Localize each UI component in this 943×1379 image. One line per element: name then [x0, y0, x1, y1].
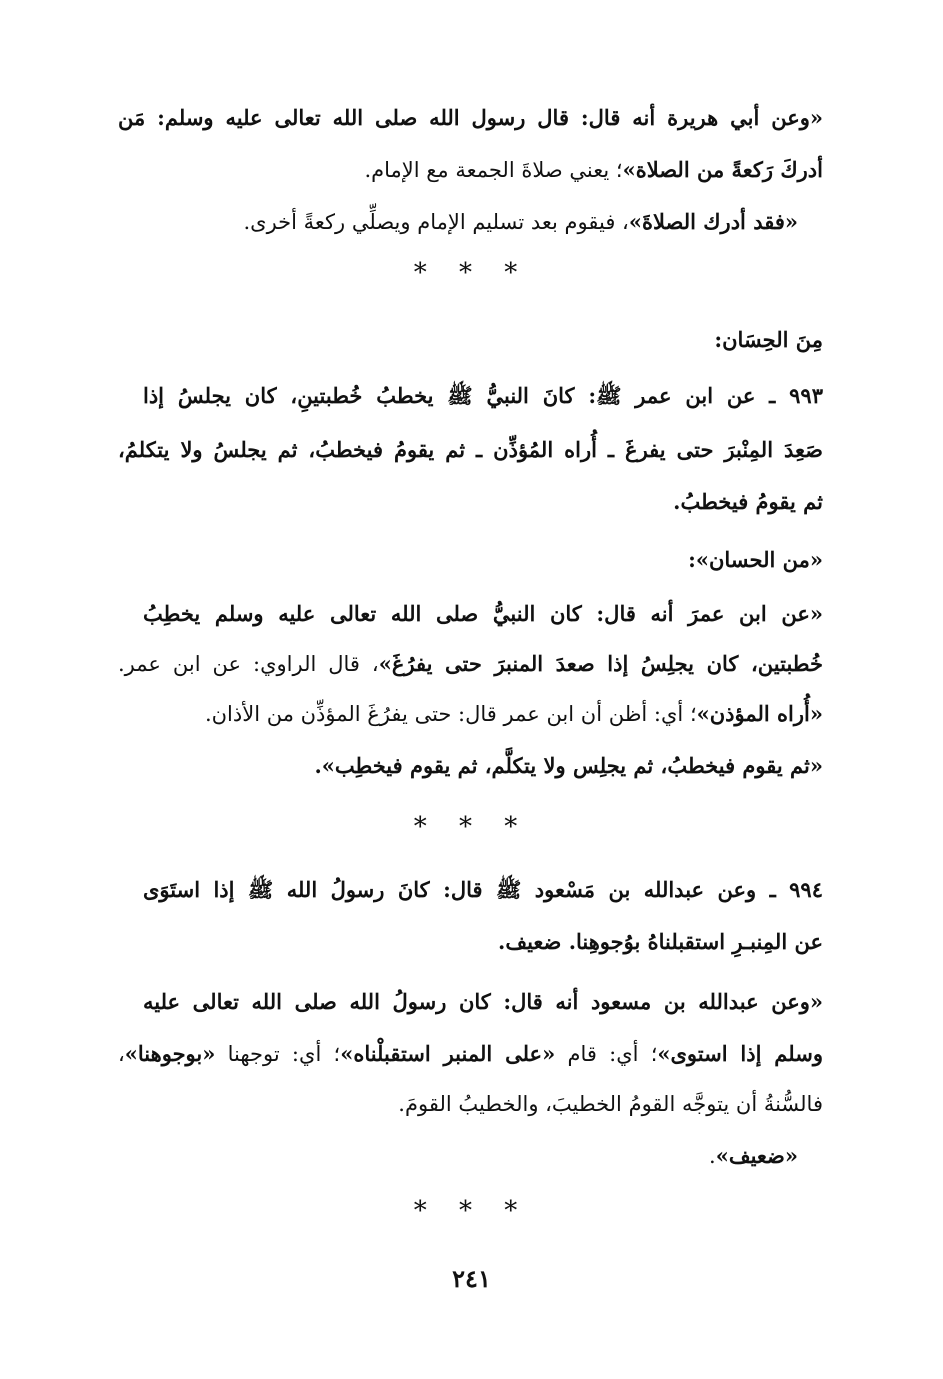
commentary-line: [118, 96, 823, 140]
section-separator: * * *: [413, 812, 530, 842]
hadith-994-line: عن المِنبـرِ استقبلناهُ بوُجوهِنا. ضعيف.: [498, 929, 823, 954]
quoted-text: «أُراه المؤذن»: [696, 701, 823, 726]
line-text: ،: [118, 1042, 125, 1066]
commentary-line: «ثم يقوم فيخطبُ، ثم يجلِس ولا يتكلَّم، ثم يقوم فيخطِب».: [314, 753, 823, 778]
line-text: ؛ أي: أظن أن ابن عمر قال: حتى يفرُغَ المؤذِّن من الأذان.: [204, 702, 697, 726]
quoted-text: «وعن أبي هريرة أنه قال:: [580, 105, 823, 130]
quoted-text: أدركَ رَكعةً من الصلاة»: [622, 157, 823, 182]
quoted-text: «بوجوهنا»: [124, 1041, 216, 1066]
line-text: ؛ أي: توجهنا: [215, 1042, 341, 1066]
commentary-line: [118, 1032, 823, 1076]
commentary-line: [118, 148, 823, 192]
quoted-text: «على المنبر استقبلْناه»: [340, 1041, 556, 1066]
quoted-text: خُطبتين، كان يجلِسُ إذا صعدَ المنبرَ حتى يفرُغَ»: [378, 651, 823, 676]
commentary-line: [118, 200, 798, 244]
line-text: ؛ أي: قام: [555, 1042, 658, 1066]
hadith-993-line: ثم يقومُ فيخطبُ.: [673, 489, 823, 514]
hadith-993-line: ٩٩٣ ـ عن ابن عمر ﷺ: كانَ النبيُّ ﷺ يخطبُ خُطبتينِ، كان يجلسُ إذا: [143, 383, 823, 408]
commentary-line: «عن ابن عمرَ أنه قال: كان النبيُّ صلى الله تعالى عليه وسلم يخطِبُ: [143, 601, 823, 626]
line-text: .: [709, 1144, 716, 1168]
commentary-line: [118, 642, 823, 686]
commentary-line: «وعن عبدالله بن مسعود أنه قال: كان رسولُ الله صلى الله تعالى عليه: [143, 989, 823, 1014]
quoted-text: «فقد أدرك الصلاةَ»: [628, 209, 798, 234]
quoted-text: «ضعيف»: [715, 1143, 798, 1168]
section-separator: * * *: [413, 1196, 530, 1226]
quoted-text: وسلم إذا استوى»: [657, 1041, 823, 1066]
line-text: ، فيقوم بعد تسليم الإمام ويصلِّي ركعةً أخرى.: [243, 210, 629, 234]
hadith-994-line: ٩٩٤ ـ وعن عبدالله بن مَسْعود ﷺ قال: كانَ رسولُ الله ﷺ إذا استَوَى: [143, 877, 823, 902]
section-separator: * * *: [413, 258, 530, 288]
line-text: قال رسول الله صلى الله تعالى عليه وسلم: مَن: [118, 105, 581, 130]
page-number: ٢٤١: [452, 1264, 491, 1293]
line-text: ؛ يعني صلاةَ الجمعة مع الإمام.: [364, 158, 623, 182]
commentary-line: فالسُّنةُ أن يتوجَّه القومُ الخطيبَ، والخطيبُ القومَ.: [398, 1092, 823, 1116]
commentary-heading: «من الحسان»:: [688, 547, 823, 572]
section-heading: مِنَ الحِسَان:: [714, 327, 823, 352]
line-text: ، قال الراوي: عن ابن عمر.: [118, 652, 379, 676]
commentary-line: [118, 692, 823, 736]
commentary-line: [118, 1134, 798, 1178]
hadith-993-line: صَعِدَ المِنْبرَ حتى يفرغَ ـ أُراه المُؤذِّن ـ ثم يقومُ فيخطبُ، ثم يجلسُ ولا يتكلمُ،: [118, 437, 823, 462]
